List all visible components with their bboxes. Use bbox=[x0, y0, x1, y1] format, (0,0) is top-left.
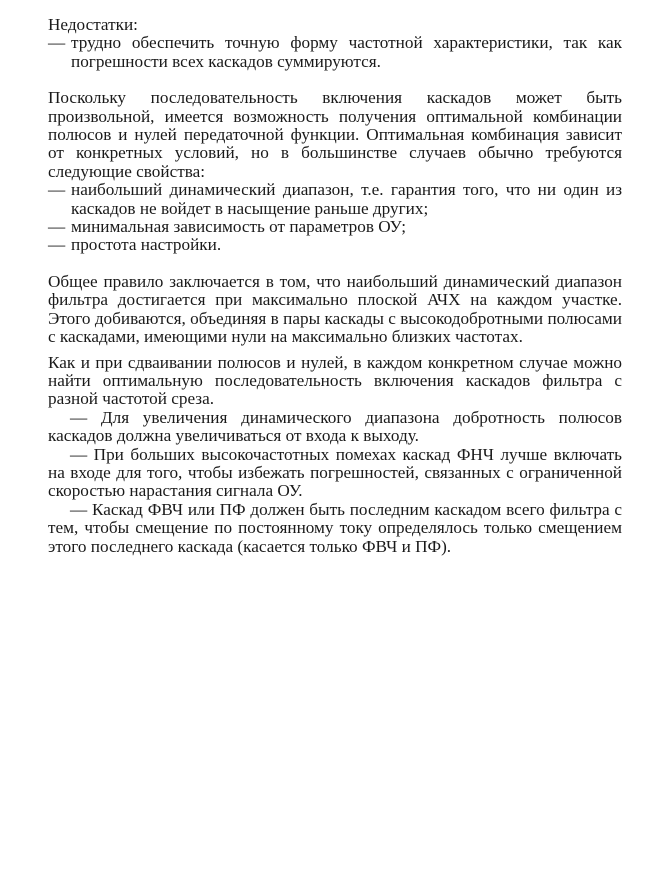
disadvantage-item bbox=[48, 34, 622, 71]
document-page bbox=[48, 16, 622, 556]
general-rule-paragraph: Общее правило заключается в том, что наибольший динамический диапазон фильтра достигается при максимально плоской АЧХ на каждом участке. Этого добиваются, объединяя в пары каскады с высокодобротными полюсами с каскадами, имеющими нули на максимально близких частотах. bbox=[48, 271, 622, 347]
dash-marker: — bbox=[48, 180, 66, 200]
dash-marker: — bbox=[70, 444, 88, 464]
property-item-text: простота настройки. bbox=[71, 235, 222, 255]
property-list-item bbox=[48, 236, 622, 254]
disadvantage-item-text: трудно обеспечить точную форму частотной характеристики, так как погрешности всех каскадов суммируются. bbox=[71, 33, 622, 71]
dash-marker: — bbox=[48, 217, 66, 237]
recommendation-item bbox=[48, 501, 622, 556]
recommendation-item-text: Для увеличения динамического диапазона добротность полюсов каскадов должна увеличиваться от входа к выходу. bbox=[48, 407, 622, 446]
optimal-sequence-paragraph: Как и при сдваивании полюсов и нулей, в каждом конкретном случае можно найти оптимальную последовательность включения каскадов фильтра с разной частотой среза. bbox=[48, 352, 622, 409]
dash-marker: — bbox=[48, 33, 66, 53]
property-item-text: наибольший динамический диапазон, т.е. гарантия того, что ни один из каскадов не войдет в насыщение раньше других; bbox=[71, 180, 622, 218]
recommendation-item bbox=[48, 446, 622, 501]
recommendation-item bbox=[48, 409, 622, 446]
dash-marker: — bbox=[70, 407, 88, 427]
property-list-item bbox=[48, 181, 622, 218]
property-item-text: минимальная зависимость от параметров ОУ; bbox=[71, 217, 406, 237]
cascade-order-paragraph: Поскольку последовательность включения каскадов может быть произвольной, имеется возможность получения оптимальной комбинации полюсов и нулей передаточной функции. Оптимальная комбинация зависит от конкретных условий, но в большинстве случаев обычно требуются следующие свойства: bbox=[48, 88, 622, 181]
dash-marker: — bbox=[70, 499, 88, 519]
disadvantages-heading: Недостатки: bbox=[48, 15, 138, 34]
property-list-item bbox=[48, 218, 622, 236]
recommendations-list bbox=[48, 409, 622, 556]
dash-marker: — bbox=[48, 235, 66, 255]
recommendation-item-text: Каскад ФВЧ или ПФ должен быть последним каскадом всего фильтра с тем, чтобы смещение по постоянному току определялось только смещением этого последнего каскада (касается только ФВЧ и ПФ). bbox=[48, 499, 622, 556]
recommendation-item-text: При больших высокочастотных помехах каскад ФНЧ лучше включать на входе для того, чтобы избежать погрешностей, связанных с ограниченной скоростью нарастания сигнала ОУ. bbox=[48, 444, 622, 501]
